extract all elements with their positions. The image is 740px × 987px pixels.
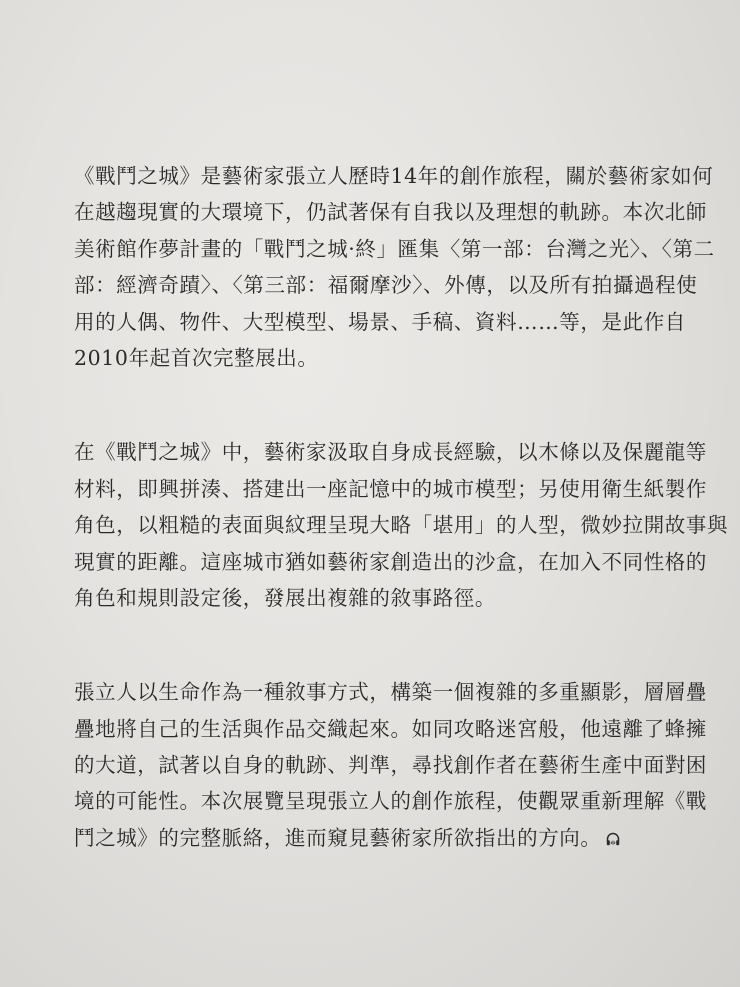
paragraph-line: 張立人以生命作為一種敘事方式，構築一個複雜的多重顯影，層層疊	[74, 680, 707, 705]
paragraph-line: 在越趨現實的大環境下，仍試著保有自我以及理想的軌跡。本次北師	[74, 200, 707, 225]
paragraph-line: 角色和規則設定後，發展出複雜的敘事路徑。	[74, 585, 496, 610]
paragraph-line: 材料，即興拼湊、搭建出一座記憶中的城市模型；另使用衛生紙製作	[74, 476, 707, 501]
paragraph-line: 用的人偶、物件、大型模型、場景、手稿、資料……等，是此作自	[74, 309, 686, 334]
paragraph-last-line	[74, 820, 674, 856]
paragraph-2	[74, 434, 729, 616]
paragraph-line: 境的可能性。本次展覽呈現張立人的創作旅程，使觀眾重新理解《戰	[74, 789, 707, 814]
paragraph-line: 《戰鬥之城》是藝術家張立人歷時14年的創作旅程，關於藝術家如何	[74, 164, 714, 188]
headphones-icon	[605, 831, 621, 847]
paragraph-line: 美術館作夢計畫的「戰鬥之城·終」匯集〈第一部：台灣之光〉、〈第二	[74, 236, 715, 261]
paragraph-3	[74, 674, 707, 856]
paragraph-line: 現實的距離。這座城市猶如藝術家創造出的沙盒，在加入不同性格的	[74, 549, 707, 574]
paragraph-line: 的大道，試著以自身的軌跡、判準，尋找創作者在藝術生產中面對困	[74, 753, 707, 778]
exhibition-text-panel	[74, 158, 729, 914]
paragraph-line: 疊地將自己的生活與作品交織起來。如同攻略迷宮般，他遠離了蜂擁	[74, 716, 707, 741]
paragraph-line: 部：經濟奇蹟〉、〈第三部：福爾摩沙〉、外傳，以及所有拍攝過程使	[74, 273, 698, 298]
paragraph-line: 2010年起首次完整展出。	[74, 345, 319, 370]
paragraph-line: 在《戰鬥之城》中，藝術家汲取自身成長經驗，以木條以及保麗龍等	[74, 440, 707, 465]
paragraph-1	[74, 158, 715, 376]
paragraph-line: 角色，以粗糙的表面與紋理呈現大略「堪用」的人型，微妙拉開故事與	[74, 513, 729, 538]
paragraph-line-text: 鬥之城》的完整脈絡，進而窺見藝術家所欲指出的方向。	[74, 825, 602, 850]
